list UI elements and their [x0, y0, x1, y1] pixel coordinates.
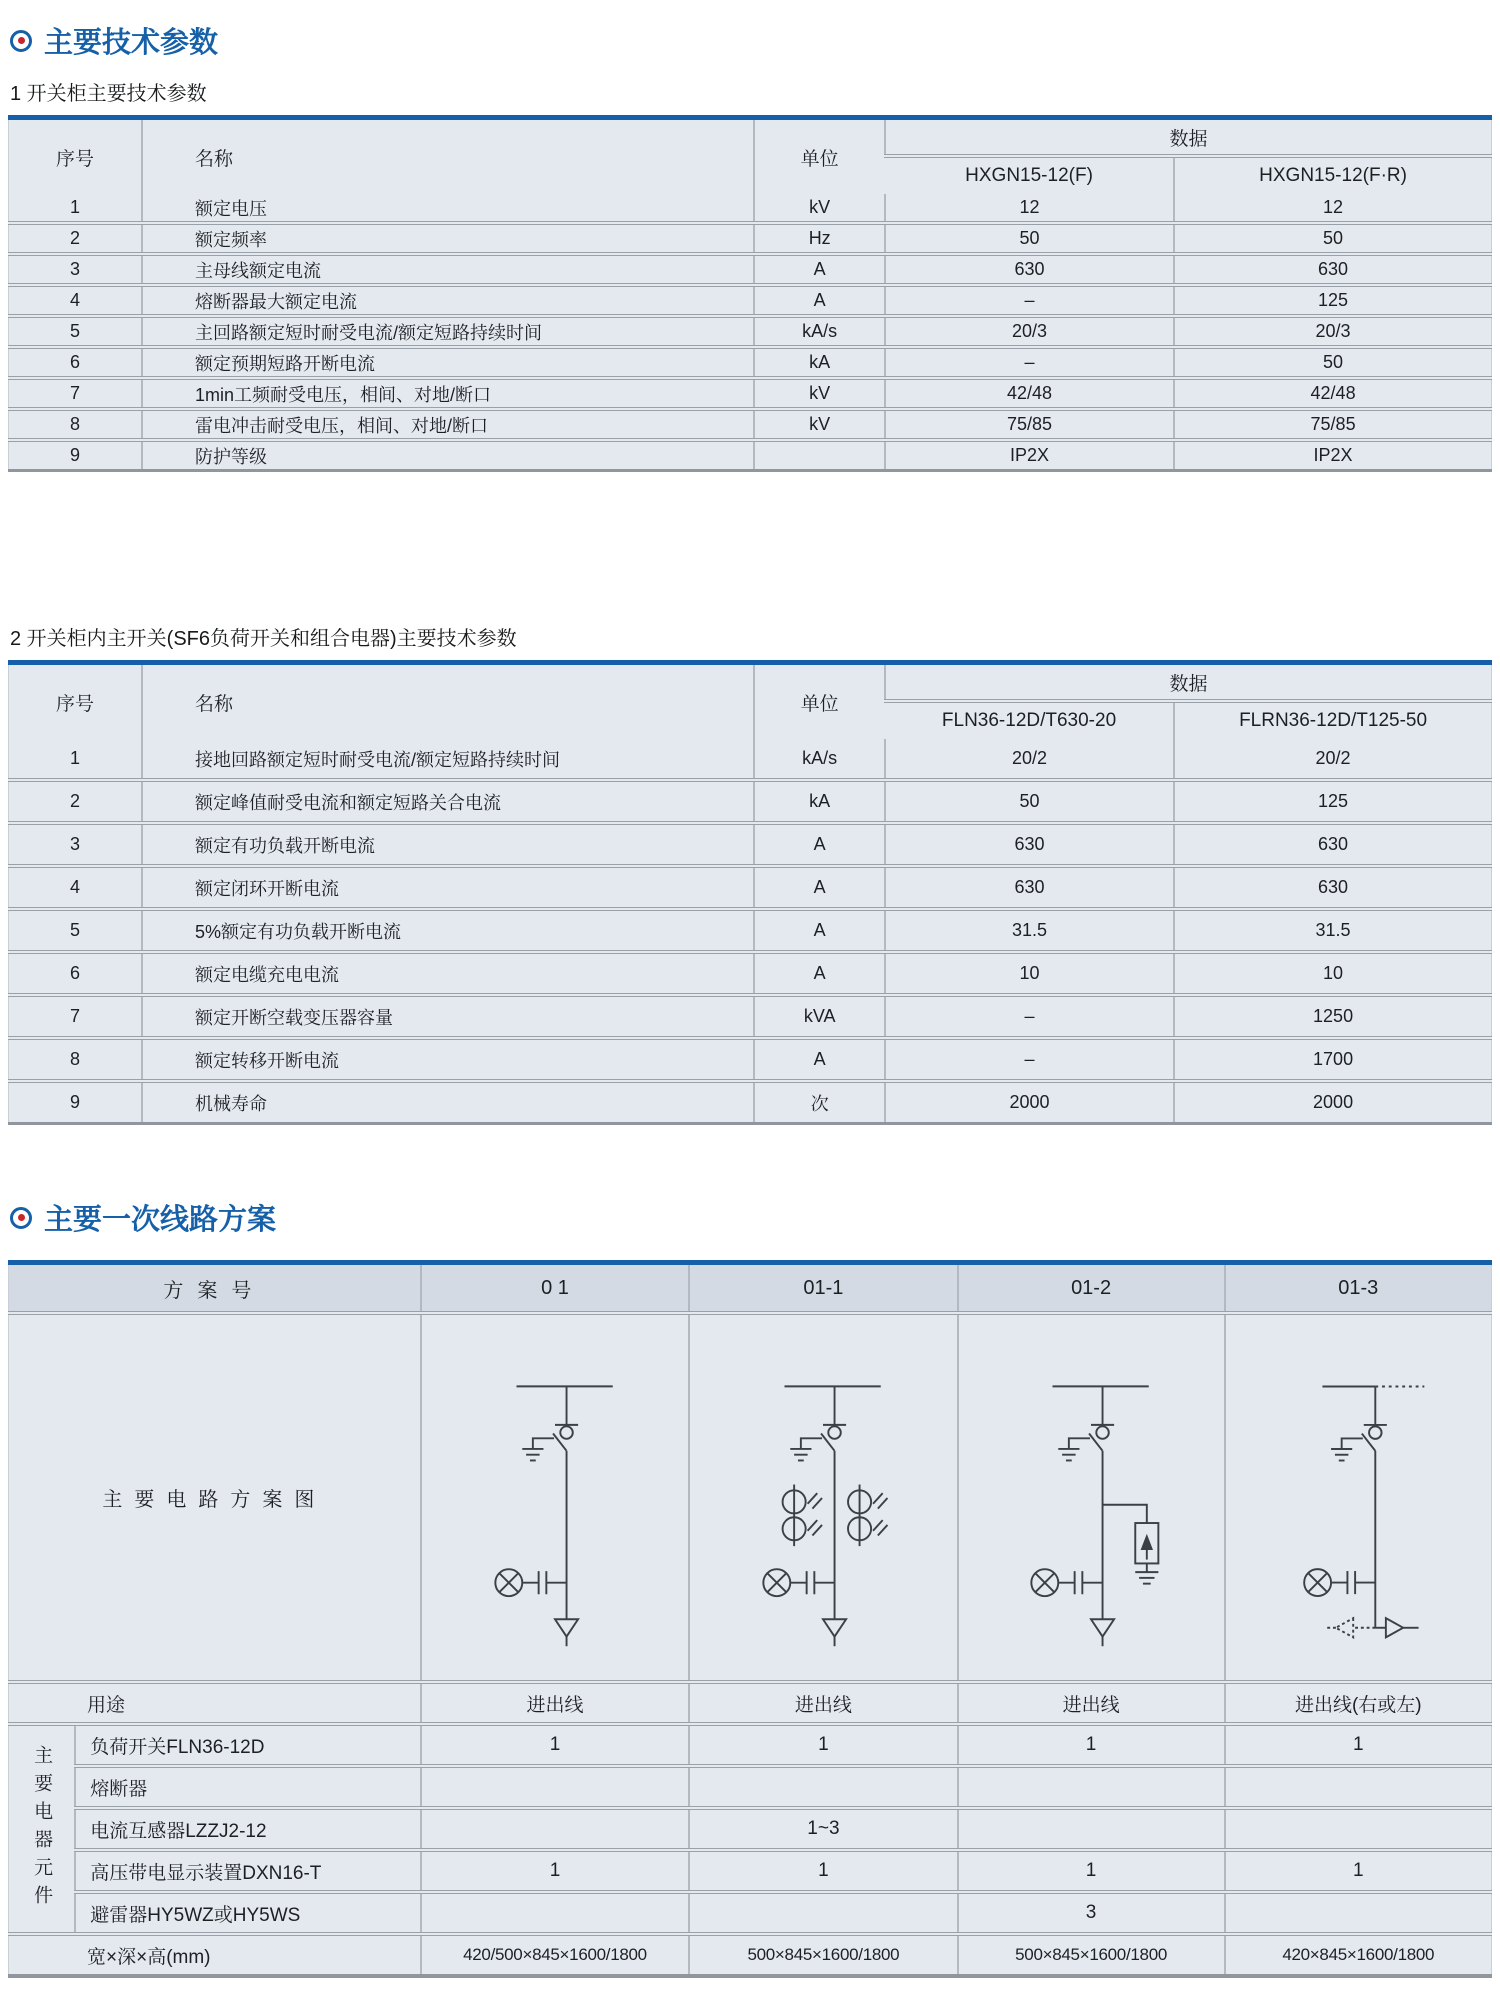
component-group-label: 主要电器元件 [9, 1724, 76, 1934]
scheme-col-01-3: 01-3 [1225, 1263, 1492, 1314]
table-row [9, 1081, 1492, 1124]
component-count [689, 1892, 957, 1934]
capacitor-icon [539, 1571, 567, 1594]
col-header-unit: 单位 [754, 118, 885, 195]
row-value-2: 10 [1174, 952, 1491, 995]
component-count [1225, 1892, 1492, 1934]
row-name: 额定闭环开断电流 [142, 866, 754, 909]
row-value-2: 630 [1174, 823, 1491, 866]
dimensions-row [9, 1934, 1492, 1976]
row-unit: A [754, 823, 885, 866]
usage-row [9, 1682, 1492, 1724]
dimensions-value: 500×845×1600/1800 [689, 1934, 957, 1976]
row-unit: kA [754, 780, 885, 823]
row-unit: kA/s [754, 316, 885, 347]
col-header-model2: HXGN15-12(F·R) [1174, 156, 1491, 194]
circuit-diagram-01 [425, 1319, 685, 1677]
component-count: 1 [958, 1850, 1225, 1892]
scheme-header-row [9, 1263, 1492, 1314]
component-row [9, 1892, 1492, 1934]
table-row [9, 316, 1492, 347]
component-row [9, 1808, 1492, 1850]
row-name: 1min工频耐受电压，相间、对地/断口 [142, 378, 754, 409]
row-name: 接地回路额定短时耐受电流/额定短路持续时间 [142, 739, 754, 780]
circuit-diagram-01-2 [961, 1319, 1221, 1677]
table-row [9, 823, 1492, 866]
scheme-col-01-1: 01-1 [689, 1263, 957, 1314]
col-header-model2: FLRN36-12D/T125-50 [1174, 701, 1491, 739]
row-value-2: 20/3 [1174, 316, 1491, 347]
row-no: 4 [9, 866, 142, 909]
table-row [9, 347, 1492, 378]
diagram-row [9, 1313, 1492, 1682]
voltage-indicator-icon [764, 1569, 807, 1596]
table2-caption: 2 开关柜内主开关(SF6负荷开关和组合电器)主要技术参数 [10, 628, 517, 650]
header-row [9, 663, 1492, 702]
row-unit: kV [754, 378, 885, 409]
surge-arrester-icon [1103, 1504, 1159, 1583]
component-count: 1 [689, 1850, 957, 1892]
diagram-cell-01-2 [958, 1313, 1225, 1682]
row-no: 3 [9, 823, 142, 866]
component-row [9, 1724, 1492, 1766]
bullet-dot [18, 37, 25, 44]
component-count: 3 [958, 1892, 1225, 1934]
scheme-col-01-2: 01-2 [958, 1263, 1225, 1314]
row-value-1: 20/2 [885, 739, 1174, 780]
table-row [9, 378, 1492, 409]
busbar-line [516, 1386, 612, 1424]
row-value-1: – [885, 347, 1174, 378]
col-header-no: 序号 [55, 693, 94, 715]
row-unit: Hz [754, 223, 885, 254]
row-name: 防护等级 [142, 440, 754, 471]
row-unit: kVA [754, 995, 885, 1038]
row-value-1: 630 [885, 866, 1174, 909]
dimensions-value: 420×845×1600/1800 [1225, 1934, 1492, 1976]
row-name: 熔断器最大额定电流 [142, 285, 754, 316]
col-header-unit: 单位 [754, 663, 885, 740]
outgoing-arrow-right-icon [1376, 1618, 1419, 1637]
row-name: 额定开断空载变压器容量 [142, 995, 754, 1038]
table-row [9, 194, 1492, 223]
load-switch-icon [1362, 1424, 1387, 1450]
section-title-params [10, 20, 1492, 61]
row-value-1: 31.5 [885, 909, 1174, 952]
row-no: 1 [69, 197, 80, 217]
diagram-cell-01-3 [1225, 1313, 1492, 1682]
diagram-row-label: 主要电路方案图 [9, 1313, 421, 1682]
usage-value: 进出线(右或左) [1225, 1682, 1492, 1724]
load-switch-icon [1089, 1424, 1114, 1450]
bullet-dot [18, 1214, 25, 1221]
row-value-1: 12 [885, 194, 1174, 223]
outgoing-arrow-icon [823, 1619, 846, 1646]
row-no: 8 [9, 409, 142, 440]
component-row [9, 1766, 1492, 1808]
row-no: 6 [9, 952, 142, 995]
capacitor-icon [1075, 1571, 1103, 1594]
row-value-2: 1700 [1174, 1038, 1491, 1081]
voltage-indicator-icon [1031, 1569, 1074, 1596]
primary-scheme-table [8, 1260, 1492, 1978]
component-row [9, 1850, 1492, 1892]
table-row [9, 254, 1492, 285]
main-switch-params-table [8, 660, 1492, 1125]
row-value-2: 75/85 [1174, 409, 1491, 440]
row-unit: A [754, 1038, 885, 1081]
diagram-cell-01-1 [689, 1313, 957, 1682]
earth-switch-icon [1058, 1438, 1090, 1460]
row-value-1: – [885, 1038, 1174, 1081]
scheme-no-header: 方案号 [9, 1263, 421, 1314]
row-value-1: 630 [885, 254, 1174, 285]
outgoing-arrow-left-icon [1327, 1618, 1376, 1637]
row-value-2: 20/2 [1174, 739, 1491, 780]
component-count: 1 [1225, 1850, 1492, 1892]
earth-switch-icon [1331, 1438, 1363, 1460]
row-value-2: 630 [1174, 254, 1491, 285]
component-count [421, 1892, 689, 1934]
component-name: 电流互感器LZZJ2-12 [75, 1808, 421, 1850]
component-count [1225, 1766, 1492, 1808]
component-count: 1 [958, 1724, 1225, 1766]
row-no: 5 [9, 909, 142, 952]
row-name: 额定电缆充电电流 [142, 952, 754, 995]
table-row [9, 409, 1492, 440]
scheme-col-01: 0 1 [421, 1263, 689, 1314]
busbar-line [1323, 1386, 1425, 1424]
component-name: 负荷开关FLN36-12D [75, 1724, 421, 1766]
load-switch-icon [553, 1424, 578, 1450]
col-header-model1: FLN36-12D/T630-20 [885, 701, 1174, 739]
row-no: 3 [9, 254, 142, 285]
current-transformer-icon [848, 1484, 887, 1546]
header-row [9, 118, 1492, 157]
table-row [9, 780, 1492, 823]
col-header-data: 数据 [885, 663, 1492, 702]
component-count: 1~3 [689, 1808, 957, 1850]
row-no: 5 [9, 316, 142, 347]
row-value-2: 50 [1174, 223, 1491, 254]
row-unit: A [754, 254, 885, 285]
row-value-1: – [885, 285, 1174, 316]
table-row [9, 866, 1492, 909]
row-unit [754, 440, 885, 471]
row-unit: A [754, 909, 885, 952]
row-name: 额定频率 [142, 223, 754, 254]
row-unit: 次 [754, 1081, 885, 1124]
row-name: 额定有功负载开断电流 [142, 823, 754, 866]
capacitor-icon [807, 1571, 835, 1594]
usage-value: 进出线 [958, 1682, 1225, 1724]
current-transformer-icon [783, 1484, 822, 1546]
dimensions-value: 500×845×1600/1800 [958, 1934, 1225, 1976]
row-value-2: 31.5 [1174, 909, 1491, 952]
row-no: 8 [9, 1038, 142, 1081]
table-row [9, 909, 1492, 952]
component-count: 1 [1225, 1724, 1492, 1766]
table-row [9, 440, 1492, 471]
row-value-1: 2000 [885, 1081, 1174, 1124]
capacitor-icon [1348, 1571, 1376, 1594]
row-unit: kV [754, 194, 885, 223]
earth-switch-icon [522, 1438, 554, 1460]
table-row [9, 995, 1492, 1038]
usage-label: 用途 [9, 1682, 421, 1724]
row-name: 额定电压 [142, 194, 754, 223]
section-bullet-icon [10, 30, 32, 52]
busbar-line [1053, 1386, 1149, 1424]
outgoing-arrow-icon [1091, 1619, 1114, 1646]
busbar-line [785, 1386, 881, 1424]
row-no: 1 [69, 748, 80, 768]
component-name: 高压带电显示装置DXN16-T [75, 1850, 421, 1892]
row-value-2: 42/48 [1174, 378, 1491, 409]
col-header-no: 序号 [55, 148, 94, 170]
row-name: 机械寿命 [142, 1081, 754, 1124]
row-name: 主回路额定短时耐受电流/额定短路持续时间 [142, 316, 754, 347]
row-no: 2 [9, 780, 142, 823]
earth-switch-icon [791, 1438, 823, 1460]
voltage-indicator-icon [495, 1569, 538, 1596]
col-header-data: 数据 [885, 118, 1492, 157]
table-row [9, 1038, 1492, 1081]
row-value-2: 50 [1174, 347, 1491, 378]
table-row [9, 223, 1492, 254]
dimensions-label: 宽×深×高(mm) [9, 1934, 421, 1976]
diagram-cell-01 [421, 1313, 689, 1682]
row-unit: kV [754, 409, 885, 440]
component-name: 避雷器HY5WZ或HY5WS [75, 1892, 421, 1934]
component-count: 1 [689, 1724, 957, 1766]
section-bullet-icon [10, 1207, 32, 1229]
voltage-indicator-icon [1304, 1569, 1347, 1596]
component-count [689, 1766, 957, 1808]
switchgear-params-table [8, 115, 1492, 472]
load-switch-icon [821, 1424, 846, 1450]
dimensions-value: 420/500×845×1600/1800 [421, 1934, 689, 1976]
section-title-text: 主要一次线路方案 [44, 1204, 277, 1236]
table-row [9, 739, 1492, 780]
row-no: 6 [9, 347, 142, 378]
row-value-1: IP2X [885, 440, 1174, 471]
row-value-1: – [885, 995, 1174, 1038]
row-no: 9 [9, 440, 142, 471]
row-no: 9 [9, 1081, 142, 1124]
row-value-2: 12 [1174, 194, 1491, 223]
component-count [421, 1766, 689, 1808]
row-name: 主母线额定电流 [142, 254, 754, 285]
component-count: 1 [421, 1724, 689, 1766]
component-count [958, 1766, 1225, 1808]
row-value-2: 1250 [1174, 995, 1491, 1038]
row-no: 7 [9, 378, 142, 409]
row-value-2: 125 [1174, 285, 1491, 316]
row-name: 5%额定有功负载开断电流 [142, 909, 754, 952]
row-name: 额定峰值耐受电流和额定短路关合电流 [142, 780, 754, 823]
table-row [9, 285, 1492, 316]
row-name: 额定预期短路开断电流 [142, 347, 754, 378]
row-value-2: 2000 [1174, 1081, 1491, 1124]
row-value-2: 630 [1174, 866, 1491, 909]
row-value-1: 10 [885, 952, 1174, 995]
table-row [9, 952, 1492, 995]
row-value-2: IP2X [1174, 440, 1491, 471]
circuit-diagram-01-3 [1234, 1319, 1482, 1677]
component-count [1225, 1808, 1492, 1850]
row-name: 雷电冲击耐受电压，相间、对地/断口 [142, 409, 754, 440]
row-no: 4 [9, 285, 142, 316]
outgoing-arrow-icon [555, 1619, 578, 1646]
col-header-model1: HXGN15-12(F) [885, 156, 1174, 194]
row-unit: kA/s [754, 739, 885, 780]
section-title-text: 主要技术参数 [44, 27, 219, 59]
row-unit: A [754, 952, 885, 995]
col-header-name: 名称 [142, 663, 754, 740]
row-name: 额定转移开断电流 [142, 1038, 754, 1081]
row-value-1: 50 [885, 223, 1174, 254]
row-no: 7 [9, 995, 142, 1038]
row-unit: A [754, 285, 885, 316]
col-header-name: 名称 [142, 118, 754, 195]
row-value-1: 20/3 [885, 316, 1174, 347]
row-unit: A [754, 866, 885, 909]
row-value-2: 125 [1174, 780, 1491, 823]
row-value-1: 630 [885, 823, 1174, 866]
component-count [958, 1808, 1225, 1850]
row-no: 2 [9, 223, 142, 254]
row-value-1: 42/48 [885, 378, 1174, 409]
circuit-diagram-01-1 [693, 1319, 953, 1677]
section-title-schemes [10, 1197, 1492, 1238]
row-unit: kA [754, 347, 885, 378]
row-value-1: 50 [885, 780, 1174, 823]
table1-caption: 1 开关柜主要技术参数 [10, 83, 207, 105]
component-count: 1 [421, 1850, 689, 1892]
row-value-1: 75/85 [885, 409, 1174, 440]
usage-value: 进出线 [421, 1682, 689, 1724]
component-count [421, 1808, 689, 1850]
usage-value: 进出线 [689, 1682, 957, 1724]
component-name: 熔断器 [75, 1766, 421, 1808]
